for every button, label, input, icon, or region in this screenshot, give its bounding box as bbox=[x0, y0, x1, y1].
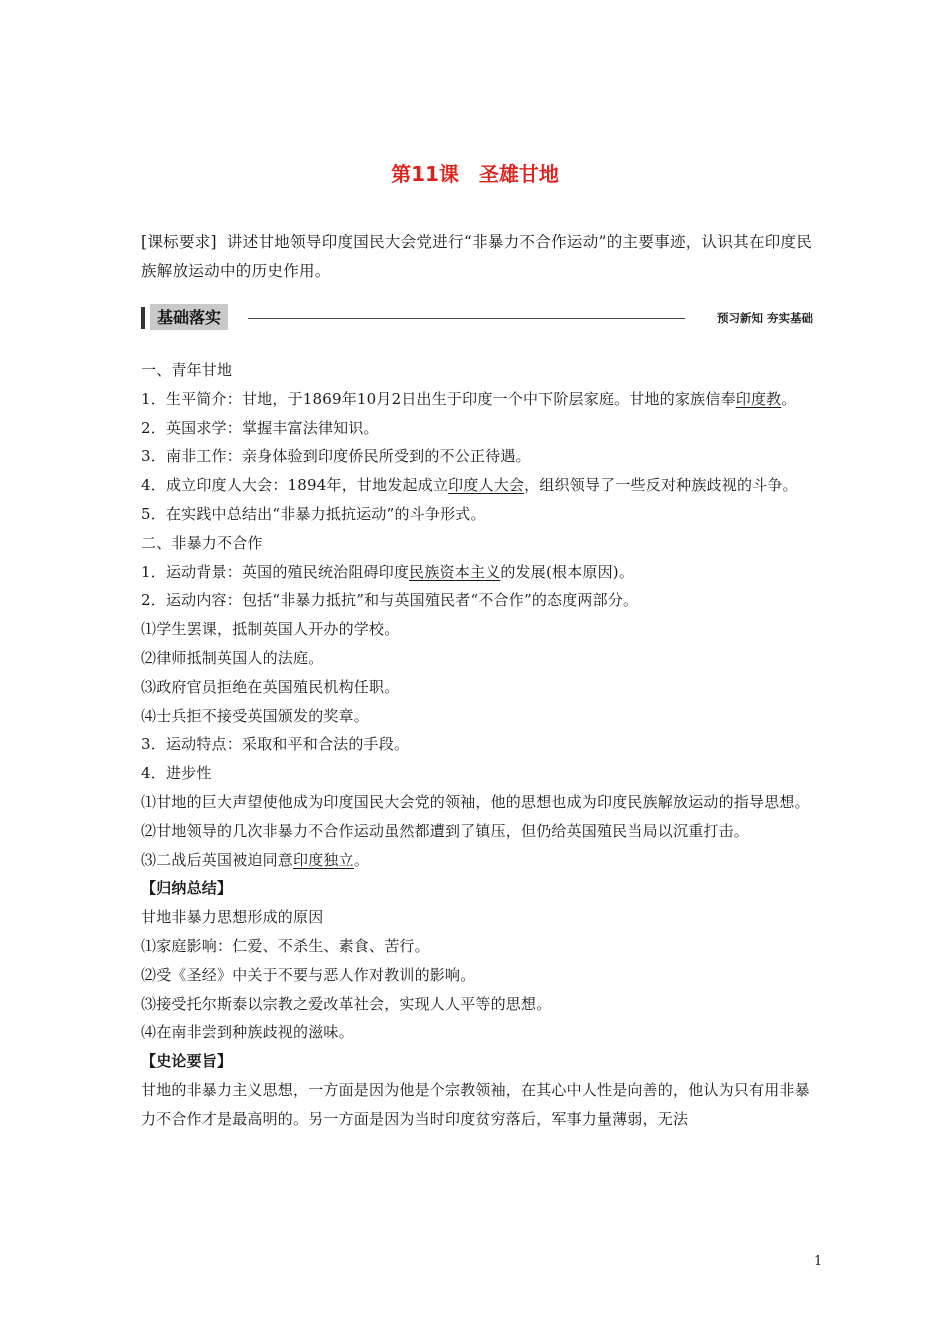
underlined-answer: 印度独立 bbox=[293, 850, 354, 869]
section2-item-1 bbox=[141, 558, 815, 587]
text-span: 1．生平简介：甘地，于1869年10月2日出生于印度一个中下阶层家庭。甘地的家族信奉 bbox=[141, 389, 736, 408]
section2-subitem-2: ⑵律师抵制英国人的法庭。 bbox=[141, 648, 324, 667]
section2-item-3: 3．运动特点：采取和平和合法的手段。 bbox=[141, 735, 410, 754]
curriculum-requirement bbox=[141, 228, 813, 286]
summary-reason-2: ⑵受《圣经》中关于不要与恶人作对教训的影响。 bbox=[141, 965, 476, 984]
requirement-tag: [课标要求] bbox=[141, 233, 217, 251]
text-span: 。 bbox=[353, 850, 370, 869]
section1-item-1 bbox=[141, 385, 815, 414]
history-heading: 【史论要旨】 bbox=[141, 1052, 233, 1071]
summary-reason-1: ⑴家庭影响：仁爱、不杀生、素食、苦行。 bbox=[141, 936, 430, 955]
section2-subitem-3: ⑶政府官员拒绝在英国殖民机构任职。 bbox=[141, 677, 400, 696]
progress-point-3 bbox=[141, 846, 815, 875]
text-span: ，组织领导了一些反对种族歧视的斗争。 bbox=[524, 476, 798, 495]
section1-heading: 一、青年甘地 bbox=[141, 361, 233, 379]
banner-subtitle: 预习新知 夯实基础 bbox=[716, 311, 813, 325]
requirement-text: 讲述甘地领导印度国民大会党进行“非暴力不合作运动”的主要事迹，认识其在印度民族解放运动中的历史作用。 bbox=[141, 233, 813, 280]
lesson-title bbox=[0, 158, 950, 187]
section2-subitem-1: ⑴学生罢课，抵制英国人开办的学校。 bbox=[141, 620, 400, 639]
section2-heading: 二、非暴力不合作 bbox=[141, 533, 263, 552]
progress-point-2: ⑵甘地领导的几次非暴力不合作运动虽然都遭到了镇压，但仍给英国殖民当局以沉重打击。 bbox=[141, 821, 750, 840]
summary-intro: 甘地非暴力思想形成的原因 bbox=[141, 908, 324, 927]
summary-heading: 【归纳总结】 bbox=[141, 879, 233, 898]
underlined-answer: 印度教 bbox=[735, 389, 782, 408]
section2-item-2: 2．运动内容：包括“非暴力抵抗”和与英国殖民者“不合作”的态度两部分。 bbox=[141, 591, 639, 610]
banner-label: 基础落实 bbox=[150, 304, 228, 330]
underlined-answer: 民族资本主义 bbox=[409, 562, 501, 581]
lesson-number: 第11课 bbox=[391, 162, 459, 186]
summary-reason-4: ⑷在南非尝到种族歧视的滋味。 bbox=[141, 1023, 354, 1042]
summary-reason-3: ⑶接受托尔斯泰以宗教之爱改革社会，实现人人平等的思想。 bbox=[141, 994, 552, 1013]
section2-subitem-4: ⑷士兵拒不接受英国颁发的奖章。 bbox=[141, 706, 370, 725]
section1-item-3: 3．南非工作：亲身体验到印度侨民所受到的不公正待遇。 bbox=[141, 447, 531, 466]
underlined-answer: 印度人大会 bbox=[448, 476, 525, 495]
section1-item-5: 5．在实践中总结出“非暴力抵抗运动”的斗争形式。 bbox=[141, 504, 486, 523]
text-span: 的发展(根本原因)。 bbox=[500, 562, 635, 581]
page-number: 1 bbox=[814, 1254, 823, 1269]
section1-item-2: 2．英国求学：掌握丰富法律知识。 bbox=[141, 418, 379, 437]
lesson-name: 圣雄甘地 bbox=[478, 162, 559, 186]
section-banner bbox=[141, 304, 813, 332]
text-span: ⑶二战后英国被迫同意 bbox=[141, 850, 294, 869]
document-body bbox=[141, 356, 815, 1134]
progress-point-1: ⑴甘地的巨大声望使他成为印度国民大会党的领袖，他的思想也成为印度民族解放运动的指导思想。 bbox=[141, 792, 810, 811]
text-span: 4．成立印度人大会：1894年，甘地发起成立 bbox=[141, 476, 449, 495]
text-span: 。 bbox=[781, 389, 797, 408]
banner-bar bbox=[141, 307, 145, 329]
section2-item-4: 4．进步性 bbox=[141, 764, 212, 783]
section1-item-4 bbox=[141, 471, 815, 500]
text-span: 1．运动背景：英国的殖民统治阻碍印度 bbox=[141, 562, 410, 581]
banner-divider bbox=[248, 318, 685, 319]
history-text: 甘地的非暴力主义思想，一方面是因为他是个宗教领袖，在其心中人性是向善的，他认为只有用非暴力不合作才是最高明的。另一方面是因为当时印度贫穷落后，军事力量薄弱，无法 bbox=[141, 1080, 810, 1128]
